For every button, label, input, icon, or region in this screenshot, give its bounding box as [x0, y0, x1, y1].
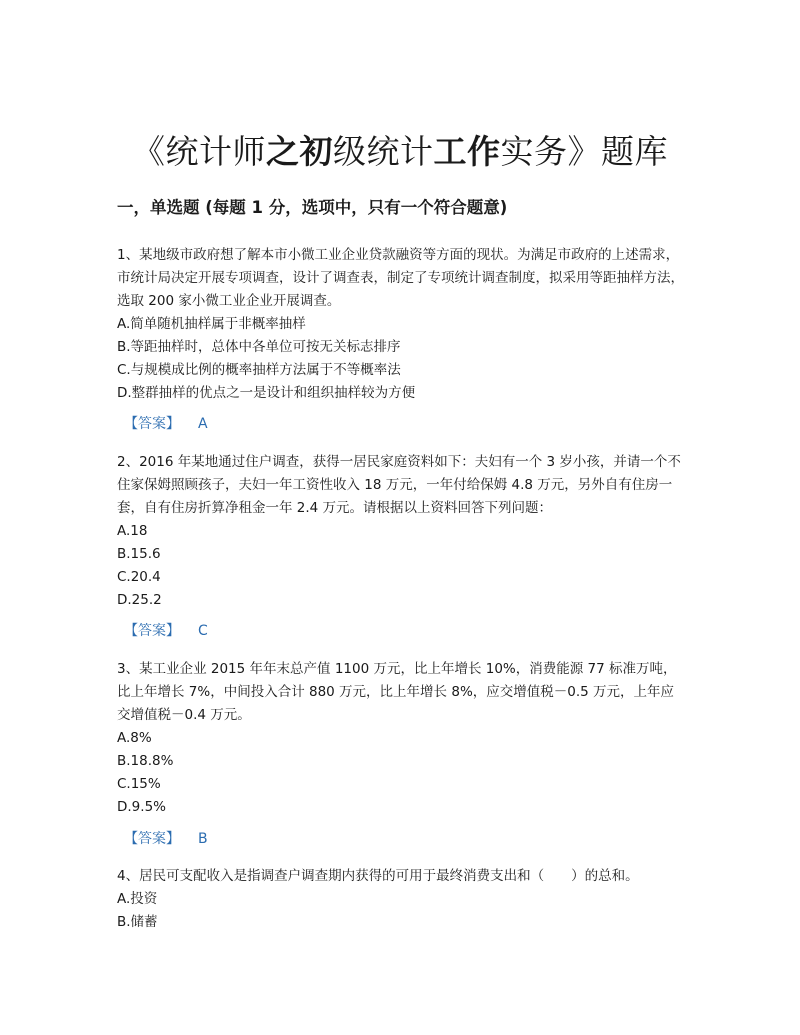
- question-text: 1、某地级市政府想了解本市小微工业企业贷款融资等方面的现状。为满足市政府的上述需求，市统计局决定开展专项调查，设计了调查表，制定了专项统计调查制度，拟采用等距抽样方法，选取 200 家小微工业企业开展调查。: [117, 247, 684, 309]
- title-part: 实务》题库: [500, 132, 668, 172]
- answer-label: 【答案】: [124, 623, 180, 639]
- option-a: A.18: [117, 523, 148, 539]
- answer-label: 【答案】: [124, 416, 180, 432]
- title-part: 之初: [266, 132, 333, 172]
- answer-1: [124, 414, 208, 434]
- question-text: 2、2016 年某地通过住户调查，获得一居民家庭资料如下：夫妇有一个 3 岁小孩，并请一个不住家保姆照顾孩子，夫妇一年工资性收入 18 万元，一年付给保姆 4.8 万元，另外自有住房一套，自有住房折算净租金一年 2.4 万元。请根据以上资料回答下列问题：: [117, 454, 681, 516]
- option-b: B.储蓄: [117, 914, 158, 930]
- option-d: D.25.2: [117, 592, 162, 608]
- answer-value: A: [198, 416, 208, 432]
- title-part: 工作: [433, 132, 501, 172]
- section-heading: 一，单选题 (每题 1 分，选项中，只有一个符合题意): [117, 198, 508, 217]
- title-part: 级统计: [333, 132, 434, 172]
- question-2: [117, 451, 687, 612]
- option-d: D.9.5%: [117, 799, 166, 815]
- option-a: A.简单随机抽样属于非概率抽样: [117, 316, 306, 332]
- option-c: C.20.4: [117, 569, 161, 585]
- option-c: C.与规模成比例的概率抽样方法属于不等概率法: [117, 362, 401, 378]
- document-title: [0, 130, 800, 174]
- option-b: B.15.6: [117, 546, 161, 562]
- option-b: B.18.8%: [117, 753, 174, 769]
- answer-value: B: [198, 831, 208, 847]
- answer-value: C: [198, 623, 208, 639]
- question-text: 4、居民可支配收入是指调查户调查期内获得的可用于最终消费支出和（ ）的总和。: [117, 868, 639, 884]
- question-4: [117, 865, 687, 934]
- question-text: 3、某工业企业 2015 年年末总产值 1100 万元，比上年增长 10%，消费能源 77 标准万吨，比上年增长 7%，中间投入合计 880 万元，比上年增长 8%，应交增值税－0.5 万元，上年应交增值税－0.4 万元。: [117, 661, 677, 723]
- option-b: B.等距抽样时，总体中各单位可按无关标志排序: [117, 339, 401, 355]
- answer-label: 【答案】: [124, 831, 180, 847]
- option-a: A.投资: [117, 891, 158, 907]
- option-d: D.整群抽样的优点之一是设计和组织抽样较为方便: [117, 385, 416, 401]
- option-c: C.15%: [117, 776, 161, 792]
- question-3: [117, 658, 687, 819]
- option-a: A.8%: [117, 730, 152, 746]
- answer-2: [124, 621, 208, 641]
- question-1: [117, 244, 687, 405]
- title-part: 《统计师: [132, 132, 266, 172]
- answer-3: [124, 829, 208, 849]
